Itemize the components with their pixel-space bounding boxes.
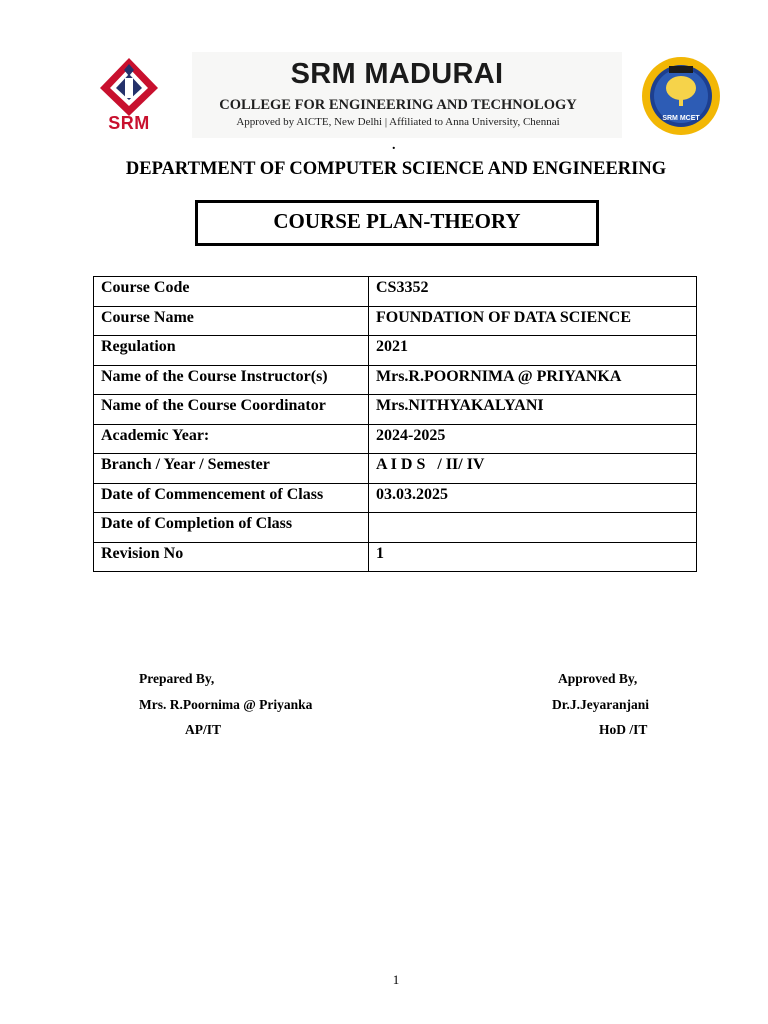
table-row [94,277,697,307]
seal-text: SRM MCET [662,115,700,122]
row-label: Academic Year: [94,424,369,454]
prepared-by-label: Prepared By, [139,671,215,686]
approved-by-name: Dr.J.Jeyaranjani [552,697,649,712]
row-label: Branch / Year / Semester [94,454,369,484]
row-label: Course Code [94,277,369,307]
row-value: Mrs.NITHYAKALYANI [369,395,697,425]
row-value: 1 [369,542,697,572]
row-value: 2021 [369,336,697,366]
approved-by-label: Approved By, [558,671,638,686]
college-subtitle: COLLEGE FOR ENGINEERING AND TECHNOLOGY [219,97,577,113]
row-label: Name of the Course Instructor(s) [94,365,369,395]
course-info-table [93,276,697,572]
approved-by-role: HoD /IT [599,722,648,737]
table-row [94,483,697,513]
row-label: Regulation [94,336,369,366]
separator-dot: . [392,138,396,153]
table-row [94,513,697,543]
table-row [94,424,697,454]
row-value [369,513,697,543]
prepared-by-name: Mrs. R.Poornima @ Priyanka [139,697,313,712]
table-row [94,542,697,572]
page-number: 1 [392,972,400,987]
row-label: Date of Commencement of Class [94,483,369,513]
department-title: DEPARTMENT OF COMPUTER SCIENCE AND ENGINEERING [125,159,667,179]
row-label: Course Name [94,306,369,336]
table-row [94,395,697,425]
row-value: 03.03.2025 [369,483,697,513]
college-approval: Approved by AICTE, New Delhi | Affiliated to Anna University, Chennai [236,116,560,128]
college-name: SRM MADURAI [290,58,504,90]
course-plan-title: COURSE PLAN-THEORY [273,209,521,233]
table-row [94,306,697,336]
row-label: Name of the Course Coordinator [94,395,369,425]
college-seal-icon [639,56,723,136]
row-label: Revision No [94,542,369,572]
row-value: 2024-2025 [369,424,697,454]
row-value: A I D S / II/ IV [369,454,697,484]
row-value: Mrs.R.POORNIMA @ PRIYANKA [369,365,697,395]
row-label: Date of Completion of Class [94,513,369,543]
row-value: FOUNDATION OF DATA SCIENCE [369,306,697,336]
table-row [94,365,697,395]
prepared-by-role: AP/IT [185,722,222,737]
srm-logo-text: SRM [108,113,150,133]
course-plan-box [195,200,599,246]
table-row [94,454,697,484]
row-value: CS3352 [369,277,697,307]
table-row [94,336,697,366]
